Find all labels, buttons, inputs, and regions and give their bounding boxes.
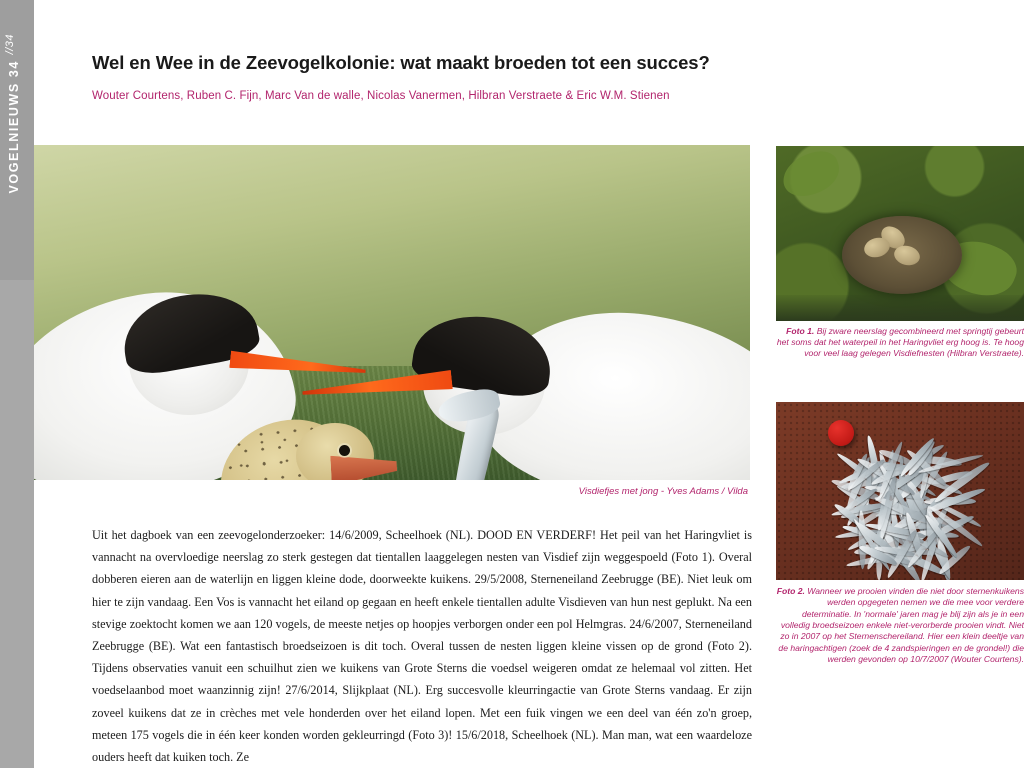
- figure-2-caption-text: Wanneer we prooien vinden die niet door sternenkuikens werden opgegeten nemen we die mee voor verdere determinatie. In 'normale' jaren mag je blij zijn als je in een volledig broedseizoen enkele niet-verorberde prooien vindt. Niet zo in 2007 op het Sternenschereiland. Hier een klein deeltje van de haringachtigen (zoek de 4 zandspieringen en de grondel!) die werden gevonden op 10/7/2007 (Wouter Courtens).: [778, 586, 1024, 665]
- figure-2-photo: [776, 402, 1024, 580]
- folio-number: //34: [4, 34, 16, 55]
- figure-2-bottle-cap-scale: [828, 420, 854, 446]
- figure-1-photo: [776, 146, 1024, 321]
- main-photo-credit: Visdiefjes met jong - Yves Adams / Vilda: [578, 486, 748, 497]
- figure-1-label: Foto 1.: [786, 326, 815, 336]
- figure-1-caption: [776, 326, 1024, 360]
- author-list: Wouter Courtens, Ruben C. Fijn, Marc Van de walle, Nicolas Vanermen, Hilbran Verstraete & Eric W.M. Stienen: [92, 90, 670, 102]
- main-photo: [34, 145, 750, 480]
- tern-chick-eye: [339, 445, 350, 456]
- figure-1-waterline: [776, 295, 1024, 321]
- figure-2-caption: [776, 586, 1024, 665]
- page-spine: [0, 0, 34, 768]
- figure-2-fish-pile: [828, 454, 988, 566]
- figure-2-label: Foto 2.: [776, 586, 805, 596]
- page-title: Wel en Wee in de Zeevogelkolonie: wat maakt broeden tot een succes?: [92, 52, 710, 73]
- figure-1-caption-text: Bij zware neerslag gecombineerd met springtij gebeurt het soms dat het waterpeil in het Haringvliet erg hoog is. Te hoog voor veel laag gelegen Visdiefnesten (Hilbran Verstraete).: [776, 326, 1024, 359]
- journal-name: VOGELNIEUWS 34: [7, 60, 21, 194]
- article-body: Uit het dagboek van een zeevogelonderzoeker: 14/6/2009, Scheelhoek (NL). DOOD EN VERDERF! Het peil van het Haringvliet is vannacht na overvloedige neerslag zo sterk gestegen dat tientallen laaggelegen nesten van Visdief zijn weggespoeld (Foto 1). Overal dobberen eieren aan de waterlijn en liggen kleine dode, doorweekte kuikens. 29/5/2008, Sterneneiland Zeebrugge (BE). Niet leuk om hier te zijn vandaag. Een Vos is vannacht het eiland op gegaan en heeft enkele tientallen adulte Visdieven van hun nest geplukt. Na een stevige zoektocht komen we aan 120 vogels, de meeste netjes op hoopjes verborgen onder een pol Helmgras. 24/6/2007, Sterneneiland Zeebrugge (BE). Wat een fantastisch broedseizoen is dit toch. Overal tussen de nesten liggen kleine vissen op de grond (Foto 2). Tijdens observaties vanuit een schuilhut zien we kuikens van Grote Sterns die voedsel weigeren omdat ze helemaal vol zitten. Het voedselaanbod moet waanzinnig zijn! 27/6/2014, Slijkplaat (NL). Erg succesvolle kleurringactie van Grote Sterns vandaag. Er zijn zoveel kuikens dat ze in crèches met vele honderden over het eiland lopen. Met een fuik vingen we een deel van één zo'n groep, meteen 175 vogels die in één keer konden worden gekleurringd (Foto 3)! 15/6/2018, Scheelhoek (NL). Man man, wat een waardeloze ouders heeft dat kuiken toch. Ze: [92, 528, 752, 765]
